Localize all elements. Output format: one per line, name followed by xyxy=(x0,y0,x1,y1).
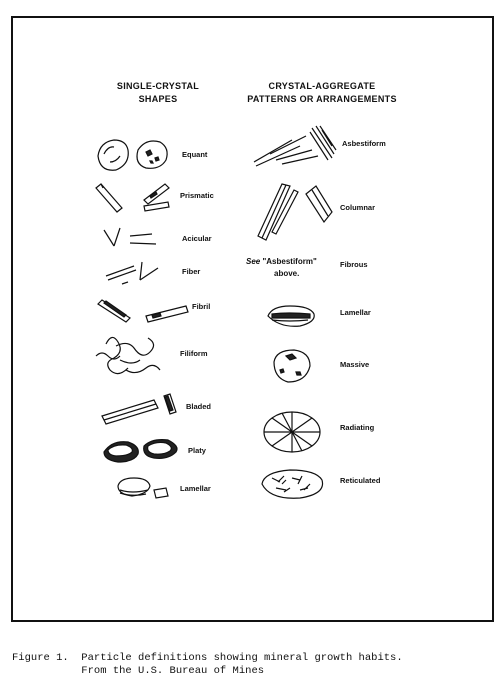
equant-drawing xyxy=(98,140,167,170)
label-asbestiform: Asbestiform xyxy=(342,139,386,148)
label-massive: Massive xyxy=(340,360,370,369)
see-reference: "Asbestiform" xyxy=(262,257,317,266)
label-fibrous: Fibrous xyxy=(340,260,368,269)
radiating-drawing xyxy=(264,412,320,452)
single-crystal-header-line2: SHAPES xyxy=(138,94,178,104)
aggregate-header-line2: PATTERNS OR ARRANGEMENTS xyxy=(247,94,397,104)
bladed-drawing xyxy=(102,394,176,424)
reticulated-drawing xyxy=(262,470,323,498)
single-crystal-header-line1: SINGLE-CRYSTAL xyxy=(116,81,200,91)
label-reticulated: Reticulated xyxy=(340,476,381,485)
acicular-drawing xyxy=(104,228,156,246)
label-radiating: Radiating xyxy=(340,423,375,432)
label-acicular: Acicular xyxy=(182,234,212,243)
label-lamellar-single: Lamellar xyxy=(180,484,211,493)
label-fiber: Fiber xyxy=(182,267,201,276)
label-filiform: Filiform xyxy=(180,349,208,358)
figure-caption xyxy=(12,652,403,678)
label-platy: Platy xyxy=(188,446,206,455)
label-prismatic: Prismatic xyxy=(180,191,214,200)
see-above: above. xyxy=(274,269,300,278)
massive-drawing xyxy=(274,350,310,382)
see-word: See xyxy=(246,257,261,266)
aggregate-header-line1: CRYSTAL-AGGREGATE xyxy=(268,81,376,91)
lamellar-aggregate-drawing xyxy=(268,306,314,326)
platy-drawing xyxy=(104,440,177,462)
fibril-drawing xyxy=(98,300,188,322)
fiber-drawing xyxy=(106,262,158,284)
caption-line-2: From the U.S. Bureau of Mines xyxy=(12,665,265,677)
label-columnar: Columnar xyxy=(340,203,376,212)
filiform-drawing xyxy=(96,337,160,373)
see-asbestiform-note xyxy=(246,256,317,280)
prismatic-drawing xyxy=(96,184,169,212)
label-lamellar-aggregate: Lamellar xyxy=(340,308,371,317)
columnar-drawing xyxy=(258,184,332,240)
label-bladed: Bladed xyxy=(186,402,212,411)
label-fibril: Fibril xyxy=(192,302,211,311)
lamellar-single-drawing xyxy=(118,478,168,498)
asbestiform-drawing xyxy=(254,126,336,166)
caption-line-1: Figure 1. Particle definitions showing mineral growth habits. xyxy=(12,652,403,664)
label-equant: Equant xyxy=(182,150,208,159)
